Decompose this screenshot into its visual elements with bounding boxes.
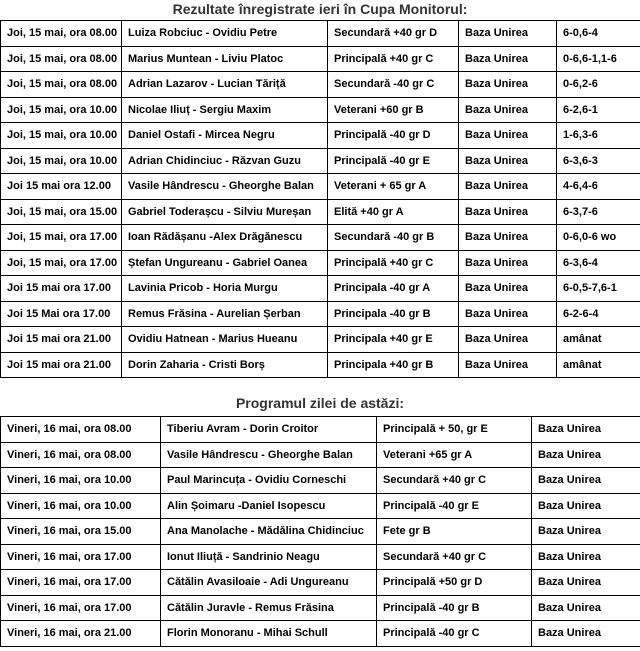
category-cell: Principala -40 gr A <box>328 276 459 302</box>
date-cell: Vineri, 16 mai, ora 10.00 <box>1 493 161 519</box>
date-cell: Joi, 15 mai, ora 08.00 <box>1 72 122 98</box>
table-row <box>1 417 640 443</box>
venue-cell: Baza Unirea <box>459 276 557 302</box>
score-cell: 6-0,6-4 <box>557 21 640 47</box>
players-cell: Remus Frăsina - Aurelian Șerban <box>122 301 328 327</box>
score-cell: 1-6,3-6 <box>557 123 640 149</box>
score-cell: 6-3,6-4 <box>557 250 640 276</box>
players-cell: Ana Manolache - Mădălina Chidinciuc <box>161 519 377 545</box>
table-row <box>1 174 640 200</box>
score-cell: 6-3,7-6 <box>557 199 640 225</box>
category-cell: Principală -40 gr E <box>328 148 459 174</box>
category-cell: Principală +50 gr D <box>377 570 532 596</box>
date-cell: Vineri, 16 mai, ora 08.00 <box>1 442 161 468</box>
date-cell: Vineri, 16 mai, ora 15.00 <box>1 519 161 545</box>
score-cell: 0-6,2-6 <box>557 72 640 98</box>
date-cell: Joi, 15 mai, ora 15.00 <box>1 199 122 225</box>
table-row <box>1 570 640 596</box>
schedule-title: Programul zilei de astăzi: <box>235 395 405 411</box>
table-row <box>1 301 640 327</box>
table-row <box>1 97 640 123</box>
score-cell: 4-6,4-6 <box>557 174 640 200</box>
players-cell: Luiza Robciuc - Ovidiu Petre <box>122 21 328 47</box>
table-row <box>1 352 640 378</box>
players-cell: Adrian Lazarov - Lucian Tăriță <box>122 72 328 98</box>
date-cell: Joi 15 mai ora 17.00 <box>1 276 122 302</box>
score-cell: 6-0,5-7,6-1 <box>557 276 640 302</box>
table-row <box>1 493 640 519</box>
table-row <box>1 621 640 647</box>
date-cell: Joi, 15 mai, ora 10.00 <box>1 148 122 174</box>
venue-cell: Baza Unirea <box>532 519 640 545</box>
table-row <box>1 72 640 98</box>
venue-cell: Baza Unirea <box>459 21 557 47</box>
players-cell: Alin Șoimaru -Daniel Isopescu <box>161 493 377 519</box>
category-cell: Fete gr B <box>377 519 532 545</box>
category-cell: Principală +40 gr C <box>328 46 459 72</box>
players-cell: Dorin Zaharia - Cristi Borș <box>122 352 328 378</box>
table-row <box>1 544 640 570</box>
players-cell: Ovidiu Hatnean - Marius Hueanu <box>122 327 328 353</box>
venue-cell: Baza Unirea <box>459 148 557 174</box>
players-cell: Ioan Rădășanu -Alex Drăgănescu <box>122 225 328 251</box>
date-cell: Joi, 15 mai, ora 17.00 <box>1 225 122 251</box>
date-cell: Joi, 15 mai, ora 17.00 <box>1 250 122 276</box>
players-cell: Adrian Chidinciuc - Răzvan Guzu <box>122 148 328 174</box>
venue-cell: Baza Unirea <box>459 72 557 98</box>
table-row <box>1 225 640 251</box>
category-cell: Elită +40 gr A <box>328 199 459 225</box>
score-cell: 6-2,6-1 <box>557 97 640 123</box>
players-cell: Ștefan Ungureanu - Gabriel Oanea <box>122 250 328 276</box>
table-row <box>1 21 640 47</box>
category-cell: Veterani +65 gr A <box>377 442 532 468</box>
date-cell: Joi, 15 mai, ora 08.00 <box>1 21 122 47</box>
score-cell: amânat <box>557 327 640 353</box>
category-cell: Veterani +60 gr B <box>328 97 459 123</box>
date-cell: Joi 15 mai ora 21.00 <box>1 352 122 378</box>
venue-cell: Baza Unirea <box>532 621 640 647</box>
category-cell: Secundară +40 gr C <box>377 468 532 494</box>
category-cell: Principală -40 gr D <box>328 123 459 149</box>
venue-cell: Baza Unirea <box>532 417 640 443</box>
venue-cell: Baza Unirea <box>459 199 557 225</box>
date-cell: Vineri, 16 mai, ora 17.00 <box>1 570 161 596</box>
venue-cell: Baza Unirea <box>532 544 640 570</box>
venue-cell: Baza Unirea <box>459 123 557 149</box>
venue-cell: Baza Unirea <box>459 46 557 72</box>
category-cell: Principală -40 gr B <box>377 595 532 621</box>
venue-cell: Baza Unirea <box>532 595 640 621</box>
table-row <box>1 123 640 149</box>
players-cell: Marius Muntean - Liviu Platoc <box>122 46 328 72</box>
table-row <box>1 276 640 302</box>
date-cell: Joi 15 Mai ora 17.00 <box>1 301 122 327</box>
category-cell: Secundară +40 gr D <box>328 21 459 47</box>
date-cell: Joi 15 mai ora 21.00 <box>1 327 122 353</box>
date-cell: Vineri, 16 mai, ora 08.00 <box>1 417 161 443</box>
table-row <box>1 250 640 276</box>
schedule-table <box>0 416 640 647</box>
players-cell: Cătălin Avasiloaie - Adi Ungureanu <box>161 570 377 596</box>
category-cell: Principală + 50, gr E <box>377 417 532 443</box>
players-cell: Nicolae Iliuț - Sergiu Maxim <box>122 97 328 123</box>
date-cell: Joi, 15 mai, ora 10.00 <box>1 97 122 123</box>
table-row <box>1 442 640 468</box>
players-cell: Gabriel Toderașcu - Silviu Mureșan <box>122 199 328 225</box>
category-cell: Secundară -40 gr B <box>328 225 459 251</box>
date-cell: Joi, 15 mai, ora 10.00 <box>1 123 122 149</box>
score-cell: 6-3,6-3 <box>557 148 640 174</box>
players-cell: Paul Marincuța - Ovidiu Corneschi <box>161 468 377 494</box>
players-cell: Daniel Ostafi - Mircea Negru <box>122 123 328 149</box>
table-row <box>1 148 640 174</box>
category-cell: Principală -40 gr E <box>377 493 532 519</box>
venue-cell: Baza Unirea <box>459 327 557 353</box>
players-cell: Ionut Iliuță - Sandrinio Neagu <box>161 544 377 570</box>
venue-cell: Baza Unirea <box>532 442 640 468</box>
category-cell: Secundară +40 gr C <box>377 544 532 570</box>
table-row <box>1 519 640 545</box>
category-cell: Principala +40 gr E <box>328 327 459 353</box>
players-cell: Cătălin Juravle - Remus Frăsina <box>161 595 377 621</box>
category-cell: Principala +40 gr B <box>328 352 459 378</box>
category-cell: Principală -40 gr C <box>377 621 532 647</box>
players-cell: Lavinia Pricob - Horia Murgu <box>122 276 328 302</box>
date-cell: Joi, 15 mai, ora 08.00 <box>1 46 122 72</box>
date-cell: Joi 15 mai ora 12.00 <box>1 174 122 200</box>
category-cell: Veterani + 65 gr A <box>328 174 459 200</box>
players-cell: Tiberiu Avram - Dorin Croitor <box>161 417 377 443</box>
date-cell: Vineri, 16 mai, ora 21.00 <box>1 621 161 647</box>
venue-cell: Baza Unirea <box>532 468 640 494</box>
score-cell: 0-6,0-6 wo <box>557 225 640 251</box>
players-cell: Vasile Hândrescu - Gheorghe Balan <box>161 442 377 468</box>
results-table <box>0 20 640 378</box>
venue-cell: Baza Unirea <box>459 174 557 200</box>
table-row <box>1 595 640 621</box>
venue-cell: Baza Unirea <box>459 301 557 327</box>
score-cell: 0-6,6-1,1-6 <box>557 46 640 72</box>
category-cell: Secundară -40 gr C <box>328 72 459 98</box>
venue-cell: Baza Unirea <box>532 493 640 519</box>
date-cell: Vineri, 16 mai, ora 17.00 <box>1 544 161 570</box>
venue-cell: Baza Unirea <box>532 570 640 596</box>
category-cell: Principala -40 gr B <box>328 301 459 327</box>
venue-cell: Baza Unirea <box>459 352 557 378</box>
players-cell: Florin Monoranu - Mihai Schull <box>161 621 377 647</box>
score-cell: 6-2-6-4 <box>557 301 640 327</box>
players-cell: Vasile Hândrescu - Gheorghe Balan <box>122 174 328 200</box>
venue-cell: Baza Unirea <box>459 250 557 276</box>
score-cell: amânat <box>557 352 640 378</box>
venue-cell: Baza Unirea <box>459 225 557 251</box>
table-row <box>1 327 640 353</box>
venue-cell: Baza Unirea <box>459 97 557 123</box>
table-row <box>1 199 640 225</box>
date-cell: Vineri, 16 mai, ora 10.00 <box>1 468 161 494</box>
results-title: Rezultate înregistrate ieri în Cupa Monitorul: <box>172 1 468 17</box>
category-cell: Principală +40 gr C <box>328 250 459 276</box>
date-cell: Vineri, 16 mai, ora 17.00 <box>1 595 161 621</box>
table-row <box>1 468 640 494</box>
table-row <box>1 46 640 72</box>
